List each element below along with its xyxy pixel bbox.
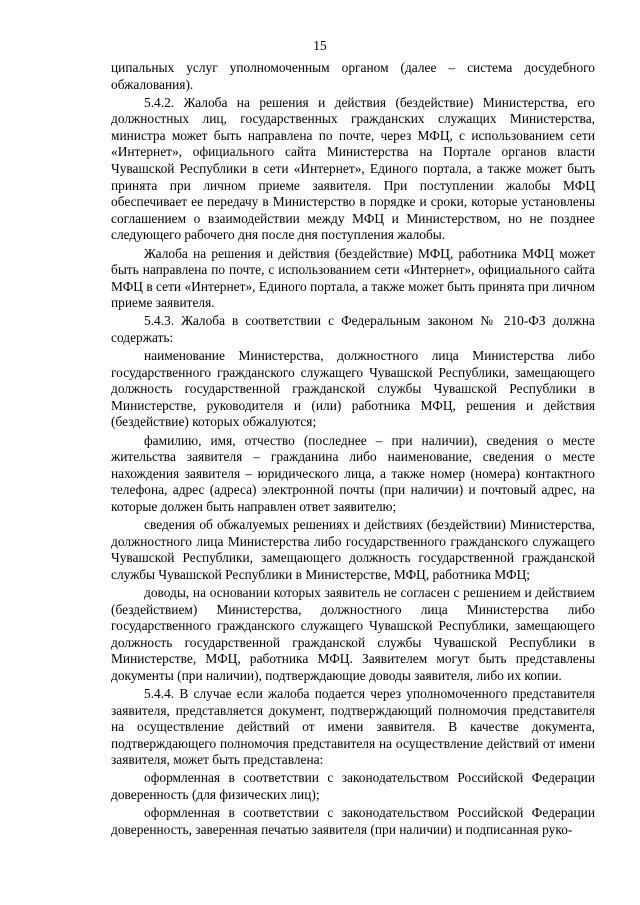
paragraph: 5.4.3. Жалоба в соответствии с Федеральным законом № 210-ФЗ должна содержать: (111, 313, 595, 345)
paragraph: доводы, на основании которых заявитель не согласен с решением и действием (бездействием) Министерства, должностного лица Министерства либо государственного гражданского служащего Чувашской Республики, замещающего должность государственной гражданской службы Чувашской Республики в Министерстве, МФЦ, работника МФЦ. Заявителем могут быть представлены документы (при наличии), подтверждающие доводы заявителя, либо их копии. (111, 584, 595, 683)
paragraph: оформленная в соответствии с законодательством Российской Федерации доверенность, заверенная печатью заявителя (при наличии) и подписанная руко- (111, 805, 595, 837)
paragraph: ципальных услуг уполномоченным органом (далее – система досудебного обжалования). (111, 60, 595, 92)
paragraph: оформленная в соответствии с законодательством Российской Федерации доверенность (для физических лиц); (111, 770, 595, 803)
paragraph: Жалоба на решения и действия (бездействие) МФЦ, работника МФЦ может быть направлена по почте, с использованием сети «Интернет», официального сайта МФЦ в сети «Интернет», Единого портала, а также может быть принята при личном приеме заявителя. (111, 245, 595, 311)
document-body (111, 60, 595, 840)
paragraph: 5.4.4. В случае если жалоба подается через уполномоченного представителя заявителя, представляется документ, подтверждающий полномочия представителя на осуществление действий от имени заявителя. В качестве документа, подтверждающего полномочия представителя на осуществление действий от имени заявителя, может быть представлена: (111, 685, 595, 768)
paragraph: фамилию, имя, отчество (последнее – при наличии), сведения о месте жительства заявителя – гражданина либо наименование, сведения о месте нахождения заявителя – юридического лица, а также номер (номера) контактного телефона, адрес (адреса) электронной почты (при наличии) и почтовый адрес, на которые должен быть направлен ответ заявителю; (111, 432, 595, 514)
paragraph: 5.4.2. Жалоба на решения и действия (бездействие) Министерства, его должностных лиц, государственных гражданских служащих Министерства, министра может быть направлена по почте, через МФЦ, с использованием сети «Интернет», официального сайта Министерства на Портале органов власти Чувашской Республики в сети «Интернет», Единого портала, а также может быть принята при личном приеме заявителя. При поступлении жалобы МФЦ обеспечивает ее передачу в Министерство в порядке и сроки, которые установлены соглашением о взаимодействии между МФЦ и Министерством, но не позднее следующего рабочего дня после дня поступления жалобы. (111, 94, 595, 243)
page-number: 15 (313, 38, 327, 53)
paragraph: наименование Министерства, должностного лица Министерства либо государственного гражданского служащего Чувашской Республики, замещающего должность государственной гражданской службы Чувашской Республики в Министерстве, руководителя и (или) работника МФЦ, решения и действия (бездействие) которых обжалуются; (111, 348, 595, 430)
paragraph: сведения об обжалуемых решениях и действиях (бездействии) Министерства, должностного лица Министерства либо государственного гражданского служащего Чувашской Республики, замещающего должность государственной гражданской службы Чувашской Республики в Министерстве, МФЦ, работника МФЦ; (111, 517, 595, 582)
